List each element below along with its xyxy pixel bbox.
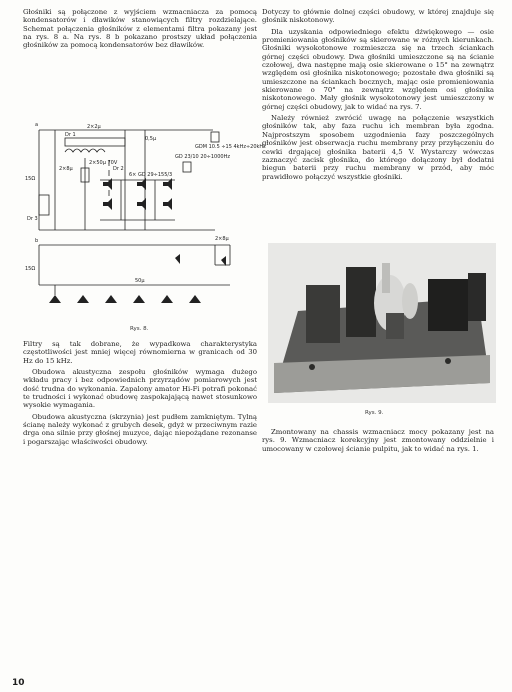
component-label: 6× GD 29÷155/3 (129, 172, 173, 178)
diagram-label-a: a (35, 122, 39, 128)
component-label: 0,5μ (145, 136, 157, 142)
page-number: 10 (12, 678, 25, 688)
paragraph: Dotyczy to głównie dolnej części obudowy, w której znajduje się głośnik niskotonowy. (262, 8, 494, 25)
text-column-left-top (23, 8, 257, 53)
paragraph: Należy również zwrócić uwagę na połączenie wszystkich głośników tak, aby faza ruchu ich membran była zgodna. Najprostszym sposobem uzgodnienia fazy poszczególnych głośników jest obserwacja ruchu membrany przy przyłączeniu do cewki drgającej głośnika baterii 4,5 V. Wystarczy wówczas zaznaczyć zacisk głośnika, do którego dołączony był dodatni biegun baterii przy ruchu membrany w przód, aby móc prawidłowo połączyć wszystkie głośniki. (262, 114, 494, 181)
figure-caption-9: Rys. 9. (365, 410, 384, 416)
component-label: 2×50μ 70V (89, 160, 118, 166)
text-column-right-top (262, 8, 494, 184)
text-column-right-bottom (262, 428, 494, 456)
component-label: Dr 3 (27, 216, 38, 222)
component-label: GDM 10.5 ÷15 4kHz÷20kHz (195, 144, 266, 150)
circuit-schematic (25, 120, 266, 320)
impedance-label-b: 15Ω (25, 266, 36, 272)
text-column-left-bottom (23, 340, 257, 449)
component-label: 50μ (135, 278, 145, 284)
paragraph: Obudowa akustyczna zespołu głośników wymaga dużego wkładu pracy i bez odpowiednich przyrządów pomiarowych jest dość trudna do wykonania. Zapalony amator Hi-Fi potrafi pokonać te trudności i wykonać obudowę zaspokajającą nawet stosunkowo wysokie wymagania. (23, 368, 257, 410)
impedance-label-a: 15Ω (25, 176, 36, 182)
component-label: Dr 2 (113, 166, 124, 172)
component-label: 2×8μ (59, 166, 73, 172)
paragraph: Głośniki są połączone z wyjściem wzmacniacza za pomocą kondensatorów i dławików stanowiących filtry rozdzielające. Schemat połączenia głośników z elementami filtra pokazany jest na rys. 8 a. Na rys. 8 b pokazano prostszy układ połączenia głośników za pomocą kondensatorów bez dławików. (23, 8, 257, 50)
paragraph: Obudowa akustyczna (skrzynia) jest pudłem zamkniętym. Tylną ścianę należy wykonać z grubych desek, gdyż w przeciwnym razie drga ona silnie przy głośnej muzyce, dając niepożądane rezonanse i pogarszając właściwości obudowy. (23, 412, 257, 446)
paragraph: Zmontowany na chassis wzmacniacz mocy pokazany jest na rys. 9. Wzmacniacz korekcyjny jest zmontowany oddzielnie i umocowany w czołowej ścianie pulpitu, jak to widać na rys. 1. (262, 428, 494, 453)
component-label: 2×2μ (87, 124, 101, 130)
figure-caption-8: Rys. 8. (130, 326, 149, 332)
amplifier-photo (268, 243, 496, 403)
paragraph: Filtry są tak dobrane, że wypadkowa charakterystyka częstotliwości jest mniej więcej równomierna w granicach od 30 Hz do 15 kHz. (23, 340, 257, 365)
component-label: Dr 1 (65, 132, 76, 138)
component-label: 2×8μ (215, 236, 229, 242)
component-label: GD 23/10 20÷1000Hz (175, 154, 230, 160)
paragraph: Dla uzyskania odpowiedniego efektu dźwiękowego — osie promieniowania głośników są skierowane w różnych kierunkach. Głośniki wysokotonowe rozmieszcza się na trzech ściankach górnej części obudowy. Dwa głośniki umieszczone są na ścianie czołowej, dwa następne mają osie skierowane o 15° na zewnątrz względem osi głośnika niskotonowego; pozostałe dwa głośniki są umieszczone na ściankach bocznych, mając osie promieniowania skierowane o 70° na zewnątrz względem osi głośnika niskotonowego. Mały głośnik wysokotonowy jest umieszczony w górnej części obudowy, jak to widać na rys. 7. (262, 27, 494, 111)
diagram-label-b: b (35, 238, 39, 244)
